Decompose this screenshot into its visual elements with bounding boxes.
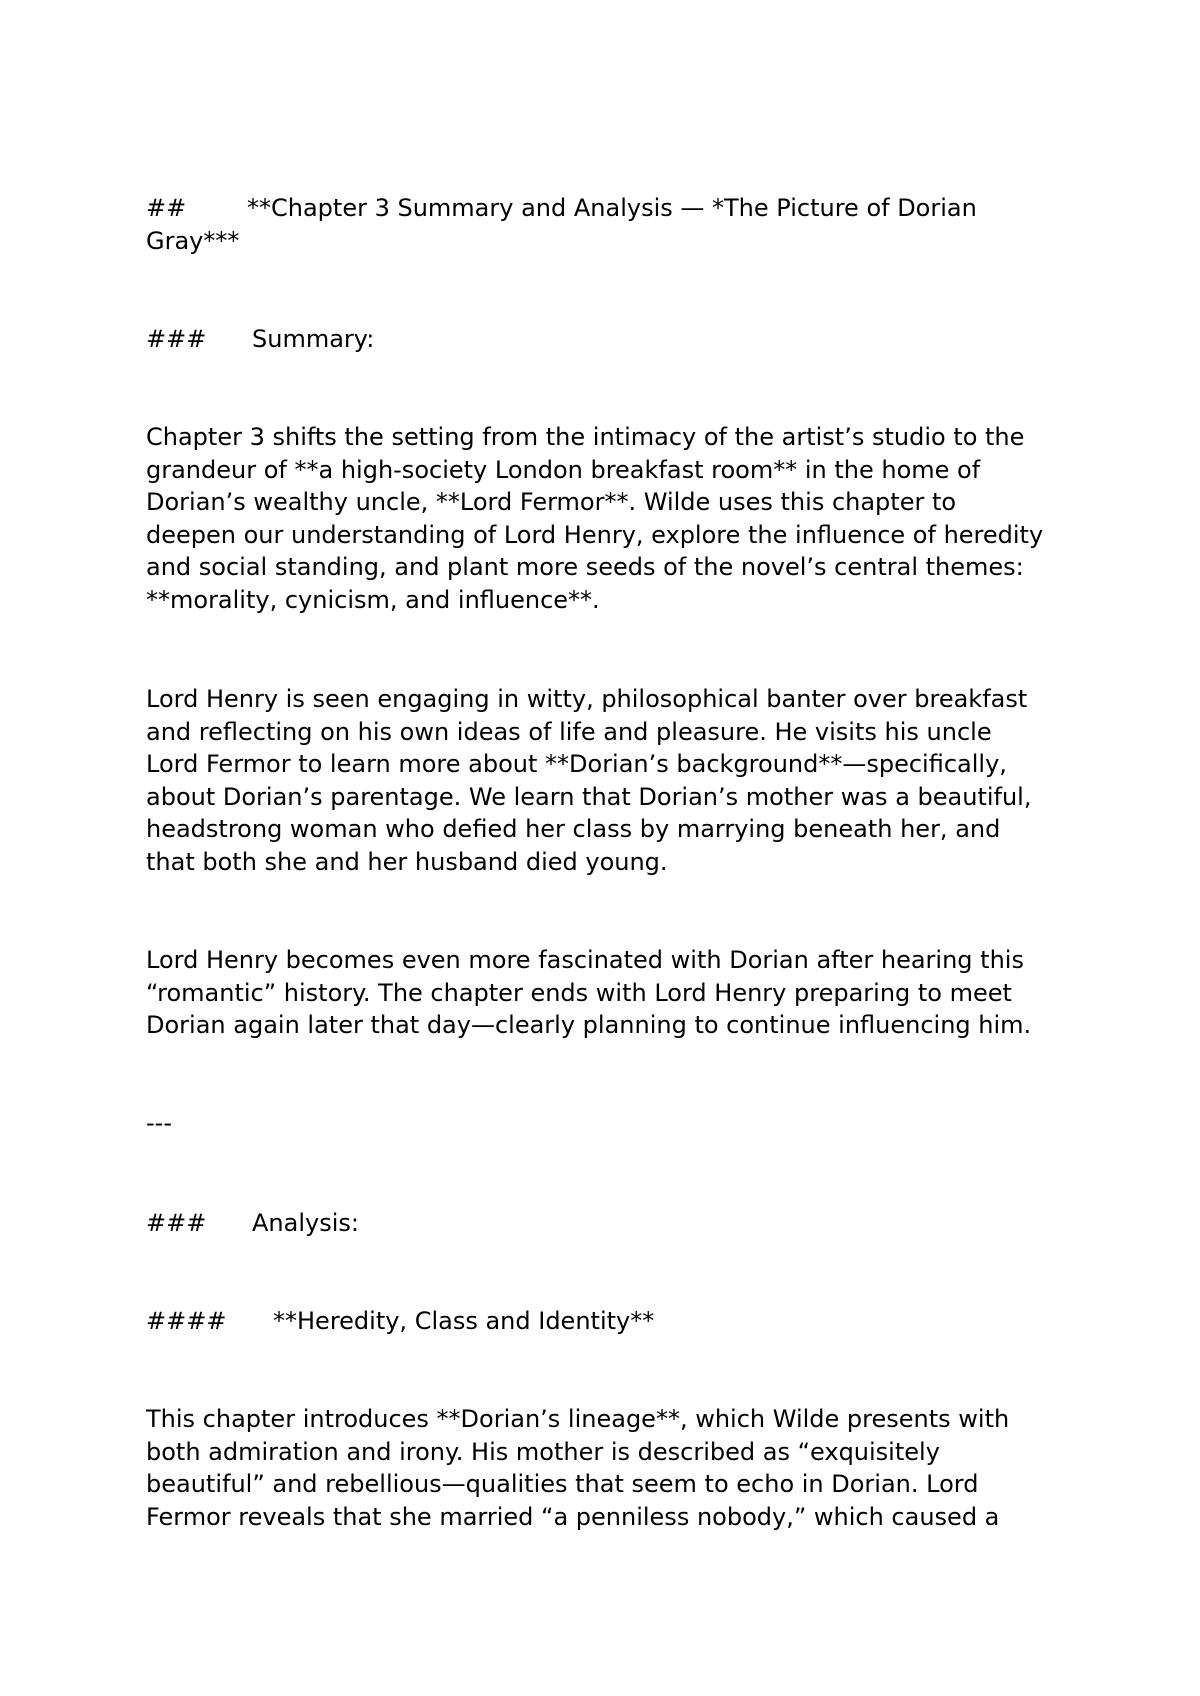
- summary-paragraph-2: [146, 683, 1066, 878]
- paragraph-line: about Dorian’s parentage. We learn that Dorian’s mother was a beautiful,: [146, 782, 1032, 811]
- summary-heading-text: Summary:: [252, 325, 375, 353]
- heredity-subheading-text: **Heredity, Class and Identity**: [273, 1307, 655, 1335]
- summary-paragraph-1: [146, 421, 1066, 616]
- heredity-subheading: [146, 1305, 1066, 1338]
- paragraph-line: and reflecting on his own ideas of life and pleasure. He visits his uncle: [146, 717, 992, 746]
- summary-heading: [146, 323, 1066, 356]
- chapter-title-heading: [146, 192, 1066, 257]
- paragraph-line: This chapter introduces **Dorian’s lineage**, which Wilde presents with: [146, 1405, 1010, 1433]
- paragraph-line: headstrong woman who defied her class by marrying beneath her, and: [146, 815, 1001, 843]
- paragraph-line: Lord Fermor to learn more about **Dorian’s background**—specifically,: [146, 750, 1007, 778]
- paragraph-line: grandeur of **a high-society London breakfast room** in the home of: [146, 455, 981, 484]
- paragraph-line: Dorian again later that day—clearly planning to continue influencing him.: [146, 1011, 1032, 1039]
- paragraph-line: beautiful” and rebellious—qualities that seem to echo in Dorian. Lord: [146, 1470, 979, 1498]
- horizontal-rule-text: ---: [146, 1109, 172, 1137]
- chapter-title-line-2: Gray***: [146, 226, 240, 255]
- paragraph-line: deepen our understanding of Lord Henry, explore the influence of heredity: [146, 520, 1044, 549]
- paragraph-line: Lord Henry is seen engaging in witty, philosophical banter over breakfast: [146, 685, 1028, 713]
- chapter-title-line-1: **Chapter 3 Summary and Analysis — *The Picture of Dorian: [247, 194, 977, 222]
- paragraph-line: Dorian’s wealthy uncle, **Lord Fermor**. Wilde uses this chapter to: [146, 488, 957, 516]
- paragraph-line: both admiration and irony. His mother is described as “exquisitely: [146, 1437, 940, 1466]
- paragraph-line: Chapter 3 shifts the setting from the intimacy of the artist’s studio to the: [146, 423, 1025, 451]
- heading-marker: ####: [146, 1307, 227, 1335]
- paragraph-line: Fermor reveals that she married “a penniless nobody,” which caused a: [146, 1502, 1000, 1531]
- summary-paragraph-3: [146, 944, 1066, 1042]
- paragraph-line: **morality, cynicism, and influence**.: [146, 585, 600, 614]
- heading-marker: ###: [146, 325, 207, 353]
- analysis-heading: [146, 1207, 1066, 1240]
- paragraph-line: “romantic” history. The chapter ends with Lord Henry preparing to meet: [146, 978, 1012, 1007]
- heading-marker: ##: [146, 194, 187, 222]
- paragraph-line: and social standing, and plant more seeds of the novel’s central themes:: [146, 553, 1024, 581]
- heading-marker: ###: [146, 1209, 207, 1237]
- analysis-heading-text: Analysis:: [252, 1209, 359, 1237]
- analysis-paragraph-1: [146, 1403, 1066, 1533]
- paragraph-line: that both she and her husband died young.: [146, 847, 668, 876]
- paragraph-line: Lord Henry becomes even more fascinated with Dorian after hearing this: [146, 946, 1024, 974]
